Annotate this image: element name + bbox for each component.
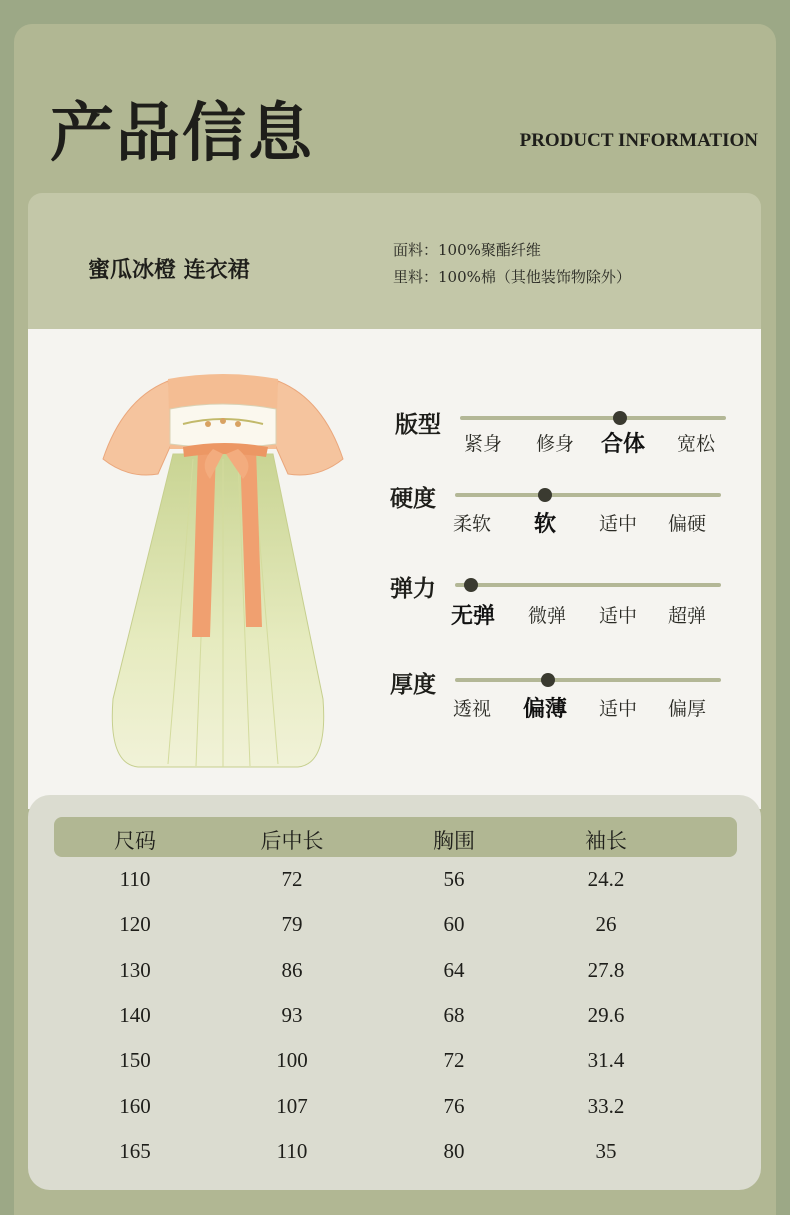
table-cell: 29.6: [587, 1002, 625, 1027]
product-detail-area: [28, 329, 761, 809]
table-cell: 76: [443, 1093, 465, 1118]
fabric-info: [393, 237, 631, 291]
fit-option: 紧身: [463, 433, 503, 455]
table-cell: 150: [119, 1048, 151, 1073]
header-chest: 胸围: [433, 829, 475, 853]
table-cell: 120: [119, 912, 151, 937]
product-name: 蜜瓜冰橙 连衣裙: [88, 257, 250, 283]
table-cell: 26: [595, 912, 617, 937]
table-cell: 110: [276, 1138, 308, 1163]
fit-option: 修身: [535, 433, 575, 455]
thickness-option: 适中: [598, 698, 638, 720]
table-cell: 140: [119, 1002, 151, 1027]
thickness-option: 透视: [452, 698, 492, 720]
table-cell: 24.2: [587, 867, 625, 891]
table-cell: 79: [281, 912, 303, 937]
table-cell: 100: [276, 1048, 308, 1073]
table-cell: 31.4: [587, 1048, 625, 1073]
elasticity-option: 适中: [598, 605, 638, 627]
table-cell: 60: [443, 912, 465, 937]
hardness-option: 适中: [598, 513, 638, 535]
elasticity-option: 超弹: [667, 605, 707, 627]
table-cell: 107: [276, 1093, 308, 1118]
thickness-option-selected: 偏薄: [522, 696, 568, 722]
thickness-slider-track: [455, 678, 721, 682]
table-cell: 93: [281, 1002, 303, 1027]
fit-option-selected: 合体: [600, 431, 646, 457]
elasticity-slider-knob: [464, 578, 478, 592]
table-cell: 56: [443, 867, 465, 891]
dress-image: [98, 369, 348, 769]
table-cell: 68: [443, 1002, 465, 1027]
attr-label-elasticity: 弹力: [390, 575, 436, 602]
hardness-option: 偏硬: [667, 513, 707, 535]
fabric-outer: 面料：100%聚酯纤维: [393, 241, 541, 259]
table-cell: 110: [119, 867, 151, 891]
attr-label-hardness: 硬度: [390, 485, 436, 512]
table-cell: 80: [443, 1138, 465, 1163]
thickness-option: 偏厚: [667, 698, 707, 720]
hardness-slider-knob: [538, 488, 552, 502]
hardness-option-selected: 软: [533, 511, 557, 537]
table-cell: 160: [119, 1093, 151, 1118]
header-back-length: 后中长: [260, 829, 324, 853]
elasticity-option: 微弹: [527, 605, 567, 627]
table-cell: 27.8: [587, 957, 625, 982]
page-subtitle-en: PRODUCT INFORMATION: [519, 130, 758, 151]
fabric-lining: 里料：100%棉（其他装饰物除外）: [393, 268, 631, 286]
size-table-header: [54, 817, 737, 857]
table-cell: 130: [119, 957, 151, 982]
table-cell: 33.2: [587, 1093, 625, 1118]
elasticity-option-selected: 无弹: [450, 603, 496, 629]
page-title: 产品信息: [50, 96, 314, 171]
fit-slider-track: [460, 416, 726, 420]
hardness-slider-track: [455, 493, 721, 497]
table-cell: 86: [281, 957, 303, 982]
table-cell: 165: [119, 1138, 151, 1163]
attr-label-thickness: 厚度: [390, 671, 436, 698]
fit-slider-knob: [613, 411, 627, 425]
fit-option: 宽松: [676, 433, 716, 455]
elasticity-slider-track: [455, 583, 721, 587]
table-cell: 64: [443, 957, 465, 982]
hardness-option: 柔软: [452, 513, 492, 535]
header-sleeve: 袖长: [585, 829, 627, 853]
table-cell: 72: [443, 1048, 465, 1073]
attr-label-fit: 版型: [395, 411, 441, 438]
product-info-card: [28, 193, 761, 329]
header-size: 尺码: [114, 829, 156, 853]
table-cell: 35: [595, 1138, 617, 1163]
thickness-slider-knob: [541, 673, 555, 687]
size-table: [28, 795, 761, 1190]
table-cell: 72: [281, 867, 303, 891]
